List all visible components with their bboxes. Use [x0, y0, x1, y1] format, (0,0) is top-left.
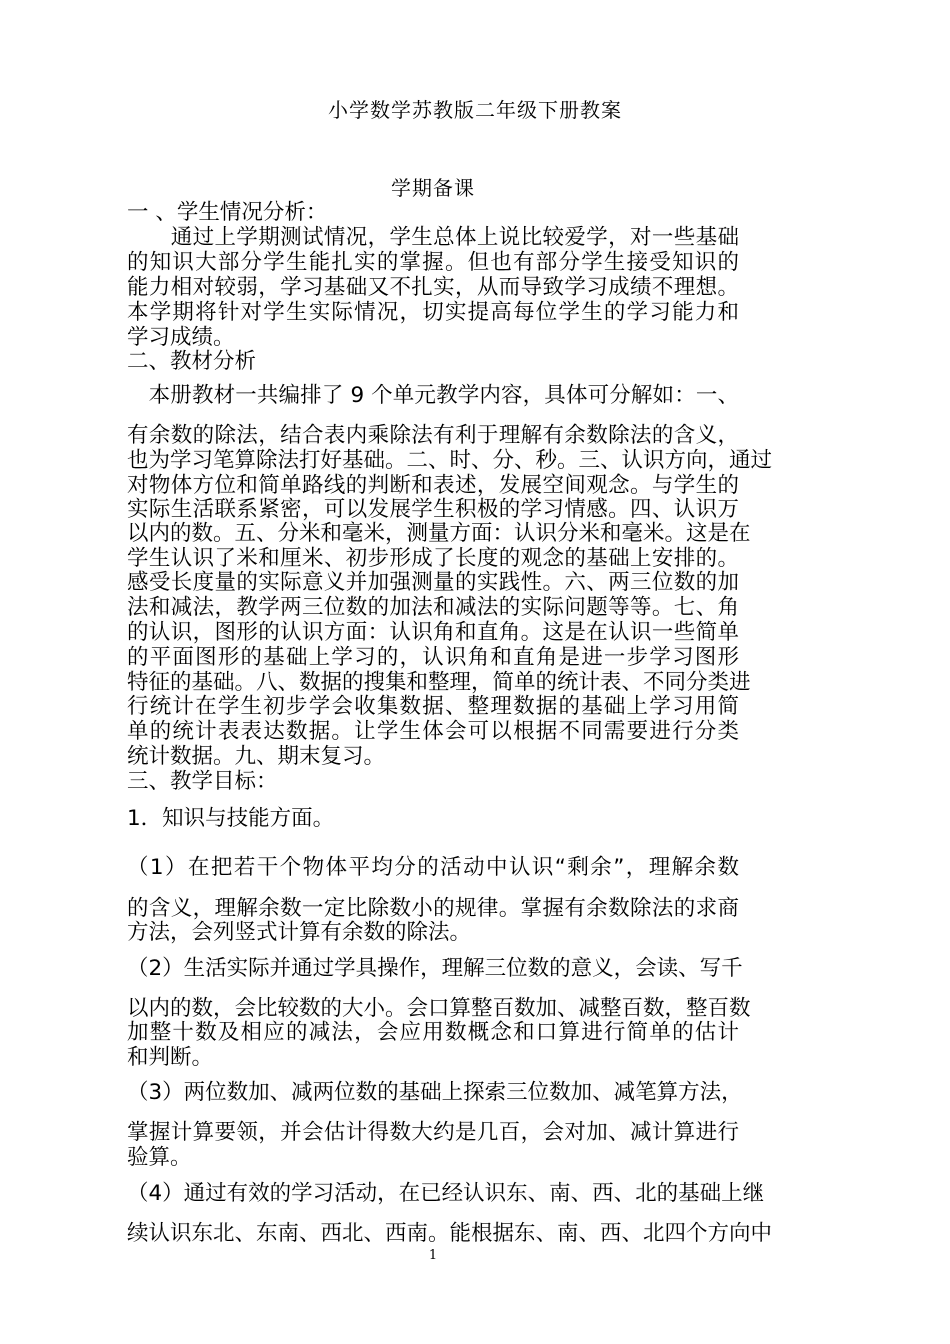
body-line: 感受长度量的实际意义并加强测量的实践性。六、两三位数的加: [127, 570, 739, 595]
body-line: 有余数的除法，结合表内乘除法有利于理解有余数除法的含义，: [127, 423, 739, 448]
goal-2-line: （2）生活实际并通过学具操作，理解三位数的意义，会读、写千: [127, 956, 743, 981]
body-line: 实际生活联系紧密，可以发展学生积极的学习情感。四、认识万: [127, 497, 739, 522]
goal-2-line: 加整十数及相应的减法，会应用数概念和口算进行简单的估计: [127, 1020, 739, 1045]
body-line: 对物体方位和简单路线的判断和表述，发展空间观念。与学生的: [127, 473, 739, 498]
body-line: 能力相对较弱，学习基础又不扎实，从而导致学习成绩不理想。: [127, 275, 739, 300]
goal-4-line: （4）通过有效的学习活动，在已经认识东、南、西、北的基础上继: [127, 1181, 765, 1206]
body-line: 统计数据。九、期末复习。: [127, 744, 386, 769]
body-line: 法和减法，教学两三位数的加法和减法的实际问题等等。七、角: [127, 595, 739, 620]
goal-4-line: 续认识东北、东南、西北、西南。能根据东、南、西、北四个方向中: [127, 1221, 773, 1246]
goal-3-line: 掌握计算要领，并会估计得数大约是几百，会对加、减计算进行: [127, 1120, 739, 1145]
body-line: 单的统计表表达数据。让学生体会可以根据不同需要进行分类: [127, 719, 739, 744]
goal-2-line: 以内的数，会比较数的大小。会口算整百数加、减整百数，整百数: [127, 996, 751, 1021]
body-line: 也为学习笔算除法打好基础。二、时、分、秒。三、认识方向，通过: [127, 448, 773, 473]
subheading-knowledge-skills: 1．知识与技能方面。: [127, 806, 335, 831]
body-line: 以内的数。五、分米和毫米，测量方面：认识分米和毫米。这是在: [127, 521, 751, 546]
body-line: 特征的基础。八、数据的搜集和整理，简单的统计表、不同分类进: [127, 670, 751, 695]
body-line: 行统计在学生初步学会收集数据、整理数据的基础上学习用简: [127, 694, 739, 719]
heading-textbook-analysis: 二、教材分析: [127, 349, 257, 374]
body-line: 学生认识了米和厘米、初步形成了长度的观念的基础上安排的。: [127, 546, 739, 571]
goal-2-line: 和判断。: [127, 1045, 214, 1070]
body-line: 的平面图形的基础上学习的，认识角和直角是进一步学习图形: [127, 645, 739, 670]
body-line: 的知识大部分学生能扎实的掌握。但也有部分学生接受知识的: [127, 250, 739, 275]
goal-1-line: 方法，会列竖式计算有余数的除法。: [127, 920, 472, 945]
body-line: 本册教材一共编排了 9 个单元教学内容，具体可分解如：一、: [127, 383, 739, 408]
page-number: 1: [428, 1248, 438, 1263]
document-title: 小学数学苏教版二年级下册教案: [328, 98, 622, 122]
heading-student-analysis: 一 、学生情况分析：: [127, 200, 328, 225]
goal-3-line: 验算。: [127, 1145, 192, 1170]
body-line: 学习成绩。: [127, 325, 235, 350]
section-heading: 学期备课: [391, 176, 475, 200]
goal-1-line: 的含义，理解余数一定比除数小的规律。掌握有余数除法的求商: [127, 896, 739, 921]
body-line: 的认识，图形的认识方面：认识角和直角。这是在认识一些简单: [127, 620, 739, 645]
heading-teaching-goals: 三、教学目标：: [127, 769, 278, 794]
body-line: 本学期将针对学生实际情况，切实提高每位学生的学习能力和: [127, 300, 739, 325]
body-line: 通过上学期测试情况，学生总体上说比较爱学，对一些基础: [127, 225, 739, 250]
goal-3-line: （3）两位数加、减两位数的基础上探索三位数加、减笔算方法，: [127, 1080, 743, 1105]
goal-1-line: （1）在把若干个物体平均分的活动中认识“剩余”，理解余数: [127, 855, 739, 880]
